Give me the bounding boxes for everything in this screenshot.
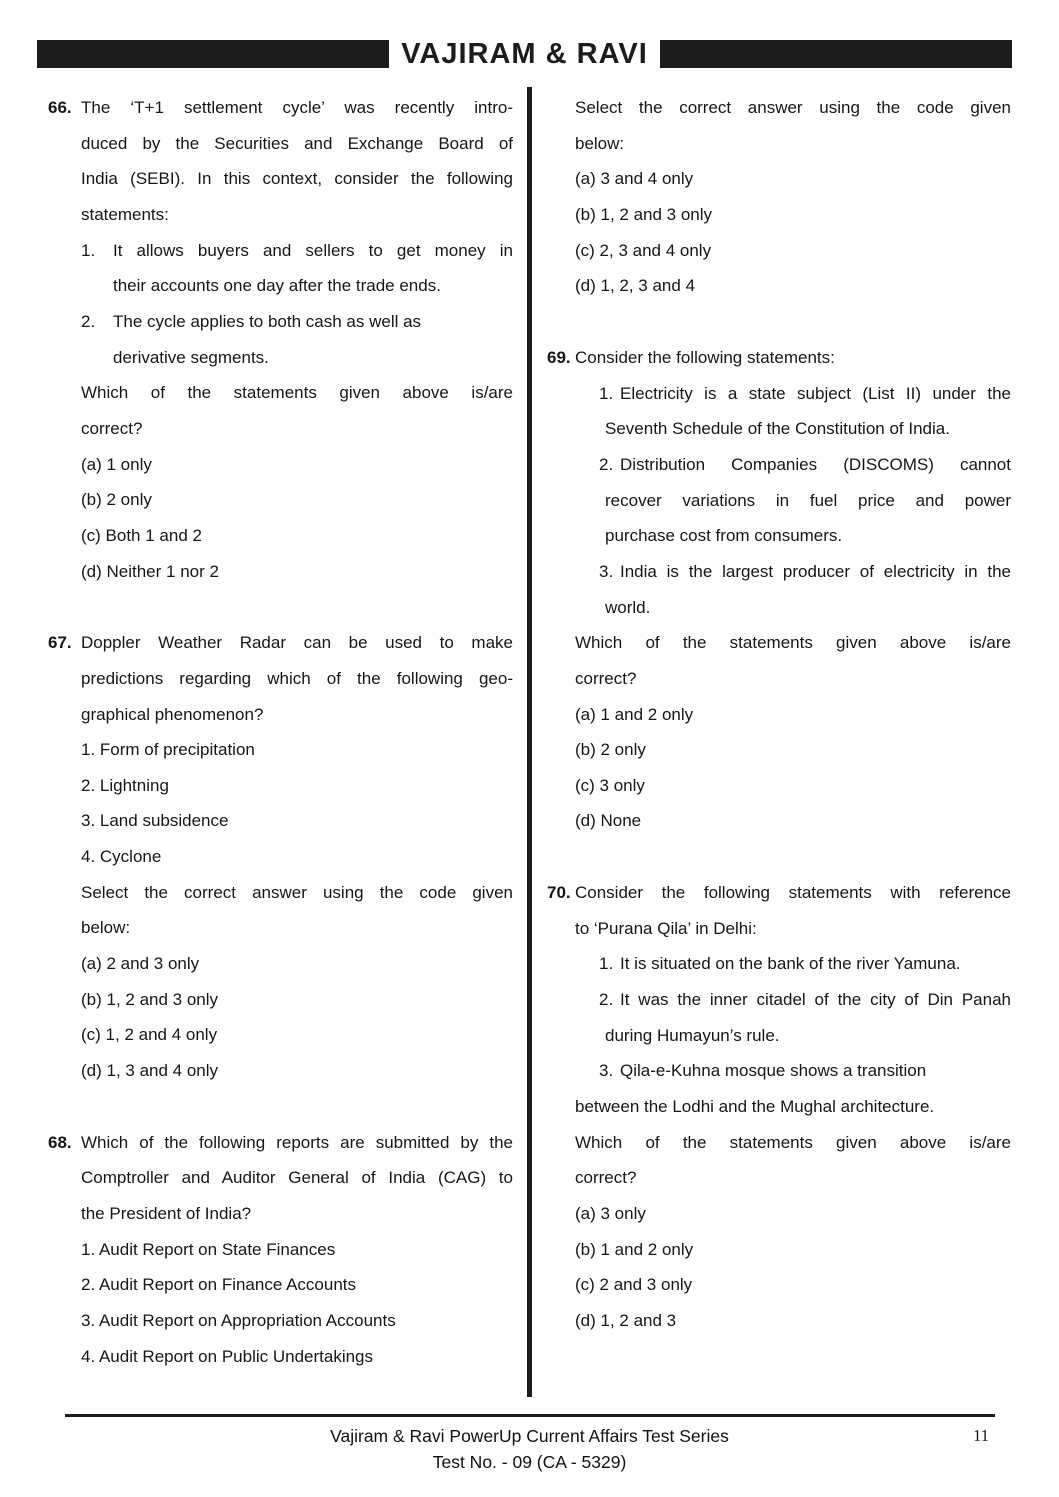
right-column <box>547 90 1011 1339</box>
statement-continuation-line <box>605 518 1011 554</box>
option-line <box>81 518 513 554</box>
line-text: (a) 3 only <box>575 1204 646 1224</box>
question-text-line <box>575 911 1011 947</box>
statement-line <box>599 982 1011 1018</box>
list-item-line <box>81 1303 513 1339</box>
line-text: (c) 2, 3 and 4 only <box>575 240 712 260</box>
statement-continuation-line <box>605 590 1011 626</box>
list-item-line <box>81 1232 513 1268</box>
line-text: Comptroller and Auditor General of India (CAG) to <box>81 1168 513 1188</box>
question-68 <box>48 1125 513 1375</box>
option-line <box>575 732 1011 768</box>
line-text: their accounts one day after the trade ends. <box>113 276 441 296</box>
line-text: 2. Audit Report on Finance Accounts <box>81 1275 357 1295</box>
line-text: The ‘T+1 settlement cycle’ was recently intro- <box>81 98 513 117</box>
line-text: graphical phenomenon? <box>81 704 264 724</box>
question-text-line <box>575 1160 1011 1196</box>
line-text: world. <box>605 597 651 617</box>
statement-line <box>81 233 513 269</box>
list-item-line <box>81 839 513 875</box>
option-line <box>81 447 513 483</box>
line-text: The cycle applies to both cash as well as <box>113 311 422 331</box>
option-line <box>575 161 1011 197</box>
line-text: 1. Audit Report on State Finances <box>81 1239 336 1259</box>
question-text-line <box>575 625 1011 661</box>
statement-number: 2. <box>599 454 614 474</box>
line-text: (d) 1, 2 and 3 <box>575 1311 677 1330</box>
line-text: Electricity is a state subject (List II) under the <box>620 383 1011 403</box>
option-line <box>81 982 513 1018</box>
line-text: It allows buyers and sellers to get money in <box>113 240 513 260</box>
question-number: 68. <box>48 1132 72 1152</box>
question-text-line <box>81 197 513 233</box>
line-text: (d) 1, 2, 3 and 4 <box>575 276 696 296</box>
statement-number: 3. <box>599 1061 614 1081</box>
statement-number: 2. <box>599 990 614 1010</box>
line-text: Consider the following statements with reference <box>575 883 1011 903</box>
line-text: (a) 1 only <box>81 454 152 474</box>
statement-continuation-line <box>113 268 513 304</box>
line-text: Qila-e-Kuhna mosque shows a transition <box>620 1061 927 1081</box>
statement-continuation-line <box>605 1018 1011 1054</box>
statement-number: 1. <box>81 240 96 260</box>
column-divider <box>527 87 532 1397</box>
line-text: 3. Land subsidence <box>81 811 229 831</box>
question-67 <box>48 625 513 1089</box>
page-number: 11 <box>973 1426 989 1445</box>
option-line <box>575 697 1011 733</box>
footer-series-title: Vajiram & Ravi PowerUp Current Affairs Test Series <box>330 1426 729 1446</box>
line-text: below: <box>81 918 131 938</box>
question-line <box>547 340 1011 376</box>
line-text: (b) 1, 2 and 3 only <box>81 989 219 1009</box>
option-line <box>575 197 1011 233</box>
line-text: between the Lodhi and the Mughal architecture. <box>575 1097 935 1117</box>
line-text: It is situated on the bank of the river Yamuna. <box>620 954 961 974</box>
question-number: 67. <box>48 633 72 653</box>
line-text: 1. Form of precipitation <box>81 740 255 760</box>
line-text: Which of the statements given above is/are <box>81 383 513 403</box>
line-text: purchase cost from consumers. <box>605 526 843 546</box>
line-text: (c) Both 1 and 2 <box>81 525 202 545</box>
line-text: (d) Neither 1 nor 2 <box>81 561 219 581</box>
option-line <box>81 554 513 590</box>
page-header <box>37 37 1012 70</box>
statement-line <box>599 554 1011 590</box>
question-text-line <box>81 910 513 946</box>
statement-line <box>599 376 1011 412</box>
question-70 <box>547 875 1011 1339</box>
question-66 <box>48 90 513 589</box>
line-text: statements: <box>81 204 169 224</box>
list-item-line <box>81 1339 513 1375</box>
statement-line <box>599 1053 1011 1089</box>
question-text-line <box>81 375 513 411</box>
footer-rule <box>65 1414 995 1417</box>
line-text: (b) 1 and 2 only <box>575 1239 694 1259</box>
line-text: recover variations in fuel price and power <box>605 490 1011 510</box>
line-text: India (SEBI). In this context, consider the following <box>81 169 513 189</box>
statement-continuation-line <box>113 340 513 376</box>
option-line <box>81 946 513 982</box>
question-text-line <box>81 126 513 162</box>
line-text: the President of India? <box>81 1204 252 1224</box>
line-text: (a) 1 and 2 only <box>575 704 694 724</box>
question-text-line <box>81 1160 513 1196</box>
option-line <box>81 1053 513 1089</box>
line-text: India is the largest producer of electricity in the <box>620 561 1011 581</box>
statement-number: 1. <box>599 383 614 403</box>
line-text: (d) None <box>575 811 642 831</box>
line-text: 3. Audit Report on Appropriation Accounts <box>81 1311 396 1330</box>
statement-number: 2. <box>81 311 96 331</box>
option-line <box>575 768 1011 804</box>
line-text: Select the correct answer using the code given <box>575 98 1011 117</box>
question-text-line <box>575 90 1011 126</box>
statement-line <box>81 304 513 340</box>
option-line <box>575 1303 1011 1339</box>
line-text: 4. Audit Report on Public Undertakings <box>81 1346 374 1366</box>
footer <box>0 1423 1059 1475</box>
question-text-line <box>81 1196 513 1232</box>
question-text-line <box>575 661 1011 697</box>
question-text-line <box>575 1089 1011 1125</box>
option-line <box>575 1267 1011 1303</box>
line-text: correct? <box>81 418 143 438</box>
option-line <box>81 1017 513 1053</box>
question-number: 66. <box>48 98 72 117</box>
line-text: (b) 2 only <box>81 490 152 510</box>
list-item-line <box>81 803 513 839</box>
header-right-bar <box>660 40 1012 68</box>
question-text-line <box>81 661 513 697</box>
question-line <box>48 625 513 661</box>
line-text: (c) 1, 2 and 4 only <box>81 1025 218 1045</box>
question-number: 70. <box>547 883 571 903</box>
list-item-line <box>81 768 513 804</box>
line-text: (b) 2 only <box>575 740 646 760</box>
line-text: 2. Lightning <box>81 775 169 795</box>
statement-number: 3. <box>599 561 614 581</box>
statement-line <box>599 447 1011 483</box>
statement-line <box>599 946 1011 982</box>
question-68-continued <box>547 90 1011 304</box>
line-text: duced by the Securities and Exchange Board of <box>81 133 513 153</box>
option-line <box>575 233 1011 269</box>
line-text: (b) 1, 2 and 3 only <box>575 204 713 224</box>
line-text: Distribution Companies (DISCOMS) cannot <box>620 454 1011 474</box>
line-text: correct? <box>575 668 637 688</box>
option-line <box>575 1232 1011 1268</box>
line-text: It was the inner citadel of the city of Din Panah <box>620 990 1011 1010</box>
left-column <box>48 90 513 1374</box>
line-text: during Humayun’s rule. <box>605 1025 780 1045</box>
question-69 <box>547 340 1011 839</box>
option-line <box>575 268 1011 304</box>
line-text: Consider the following statements: <box>575 347 835 367</box>
statement-number: 1. <box>599 954 614 974</box>
question-line <box>48 90 513 126</box>
line-text: predictions regarding which of the following geo- <box>81 668 513 688</box>
list-item-line <box>81 1267 513 1303</box>
option-line <box>575 1196 1011 1232</box>
line-text: Select the correct answer using the code given <box>81 882 513 902</box>
line-text: (d) 1, 3 and 4 only <box>81 1061 219 1081</box>
line-text: correct? <box>575 1168 637 1188</box>
option-line <box>81 482 513 518</box>
line-text: Which of the statements given above is/are <box>575 633 1011 653</box>
brand-title: VAJIRAM & RAVI <box>401 37 648 70</box>
question-number: 69. <box>547 347 571 367</box>
question-text-line <box>81 161 513 197</box>
line-text: below: <box>575 133 625 153</box>
footer-test-number: Test No. - 09 (CA - 5329) <box>432 1452 627 1472</box>
line-text: derivative segments. <box>113 347 269 367</box>
question-line <box>48 1125 513 1161</box>
line-text: Which of the following reports are submitted by the <box>81 1132 513 1152</box>
question-text-line <box>81 697 513 733</box>
line-text: Doppler Weather Radar can be used to make <box>81 633 513 653</box>
statement-continuation-line <box>605 411 1011 447</box>
header-left-bar <box>37 40 389 68</box>
list-item-line <box>81 732 513 768</box>
line-text: (c) 2 and 3 only <box>575 1275 693 1295</box>
option-line <box>575 803 1011 839</box>
question-text-line <box>575 126 1011 162</box>
line-text: Seventh Schedule of the Constitution of India. <box>605 419 950 439</box>
line-text: 4. Cyclone <box>81 847 162 867</box>
line-text: Which of the statements given above is/are <box>575 1132 1011 1152</box>
line-text: (a) 2 and 3 only <box>81 954 200 974</box>
question-line <box>547 875 1011 911</box>
line-text: (a) 3 and 4 only <box>575 169 694 189</box>
question-text-line <box>575 1125 1011 1161</box>
line-text: (c) 3 only <box>575 775 645 795</box>
statement-continuation-line <box>605 483 1011 519</box>
line-text: to ‘Purana Qila’ in Delhi: <box>575 918 757 938</box>
question-text-line <box>81 875 513 911</box>
question-text-line <box>81 411 513 447</box>
